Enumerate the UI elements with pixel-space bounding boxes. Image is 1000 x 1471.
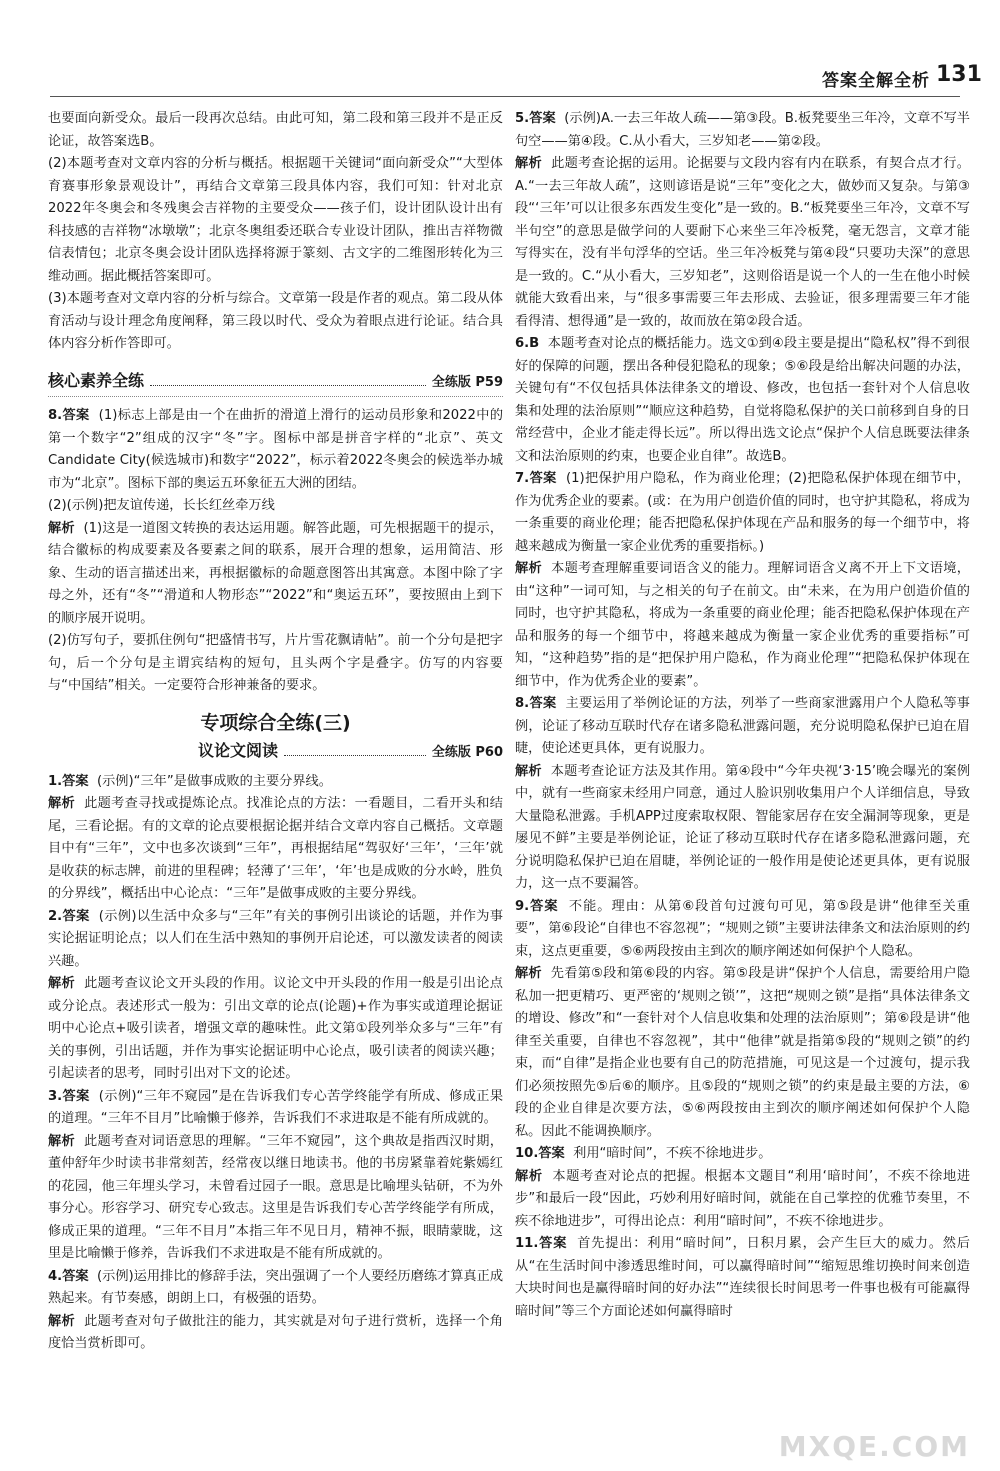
answer-text: 主要运用了举例论证的方法，列举了一些商家泄露用户个人隐私等事例，论证了移动互联时代存在诸多隐私泄露问题，充分说明隐私保护已迫在眉睫，使论述更具体，更有说服力。: [515, 696, 970, 756]
analysis-label: 解析: [48, 796, 76, 811]
dotted-leader: [150, 385, 426, 386]
answer-item-7: [515, 468, 970, 693]
answer-text: 首先提出：利用“暗时间”，日积月累，会产生巨大的威力。然后从“在生活时间中渗透思维时间，可以赢得暗时间”“缩短思维切换时间来创造大块时间也是赢得暗时间的好办法”“连续很长时间思考一件事也极有可能赢得暗时间”等三个方面论述如何赢得暗时: [515, 1236, 970, 1319]
analysis-text: (2)仿写句子，要抓住例句“把盛情书写，片片雪花飘请帖”。前一个分句是把字句，后一个分句是主谓宾结构的短句，且头两个字是叠字。仿写的内容要与“中国结”相关。一定要符合形神兼备的要求。: [48, 633, 503, 693]
answer-item-1: [48, 771, 503, 906]
dotted-leader: [284, 755, 426, 756]
page-header: [0, 0, 1000, 100]
analysis-label: 解析: [515, 966, 542, 981]
answer-item-5: [515, 108, 970, 333]
answer-text: (示例)“三年”是做事成败的主要分界线。: [96, 773, 332, 789]
answer-label: 8.答案: [48, 408, 90, 423]
analysis-label: 解析: [48, 1133, 75, 1149]
right-column: [515, 108, 970, 1448]
answer-text: 利用“暗时间”，不疾不徐地进步。: [573, 1146, 772, 1161]
intro-paragraph: (2)本题考查对文章内容的分析与概括。根据题干关键词“面向新受众”“大型体育赛事形象景观设计”，再结合文章第三段具体内容，我们可知：针对北京2022年冬奥会和冬残奥会吉祥物的主要受众——孩子们，设计团队设计出有科技感的吉祥物“冰墩墩”；北京冬奥组委还联合专业设计团队，推出吉祥物微信表情包；北京冬奥会设计团队选择将源于篆刻、古文字的二维图形转化为三维动画。据此概括答案即可。: [48, 156, 503, 284]
answer-item-8: [48, 405, 503, 698]
answer-item-4: [48, 1266, 503, 1356]
analysis-text: (1)这是一道图文转换的表达运用题。解答此题，可先根据题干的提示，结合徽标的构成要素及各要素之间的联系，展开合理的想象，运用简洁、形象、生动的语言描述出来，再根据徽标的命题意图答出其寓意。本图中除了字母之外，还有“冬”“滑道和人物形态”“2022”和“奥运五环”，要按照由上到下的顺序展开说明。: [48, 520, 503, 626]
answer-item-9: [515, 896, 970, 1144]
answer-item-6: [515, 333, 970, 468]
analysis-label: 解析: [515, 561, 543, 576]
answer-label: 10.答案: [515, 1146, 565, 1161]
answer-text: (1)标志上部是由一个在曲折的滑道上滑行的运动员形象和2022中的第一个数字“2”组成的汉字“冬”字。图标中部是拼音字样的“北京”、英文 Candidate City(候选城市)和数字“2022”，标示着2022冬奥会的候选举办城市为“北京”。图标下部的奥运五环象征五大洲的团结。: [48, 408, 503, 491]
section-title: 议论文阅读: [198, 741, 279, 760]
analysis-text: 此题考查对句子做批注的能力，其实就是对句子进行赏析，选择一个角度恰当赏析即可。: [48, 1313, 503, 1351]
answer-text: (示例)运用排比的修辞手法，突出强调了一个人要经历磨练才算真正成熟起来。有节奏感，朗朗上口，有极强的语势。: [48, 1268, 503, 1306]
intro-paragraph: 也要面向新受众。最后一段再次总结。由此可知，第二段和第三段并不是正反论证，故答案选B。: [48, 111, 503, 149]
answer-item-11: [515, 1233, 970, 1323]
site-watermark: MXQE.COM: [778, 1430, 970, 1463]
answer-text: (2)(示例)把友谊传递，长长红丝牵万线: [48, 498, 275, 513]
analysis-label: 解析: [515, 1168, 543, 1184]
analysis-label: 解析: [48, 976, 76, 991]
answer-item-8b: [515, 693, 970, 896]
answer-label: 2.答案: [48, 908, 90, 924]
answer-label: 6.B: [515, 336, 540, 351]
analysis-text: 此题考查议论文开头段的作用。议论文中开头段的作用一般是引出论点或分论点。表述形式一般为：引出文章的论点(论题)+作为事实或道理论据证明中心论点+吸引读者，增强文章的趣味性。此文第①段列举众多与“三年”有关的事例，引出话题，并作为事实论据证明中心论点，吸引读者的阅读兴趣；引起读者的思考，同时引出对下文的论述。: [48, 976, 503, 1081]
analysis-text: 此题考查对词语意思的理解。“三年不窥园”，这个典故是指西汉时期，董仲舒年少时读书非常刻苦，经常夜以继日地读书。他的书房紧靠着姹紫嫣红的花园，他三年埋头学习，未曾看过园子一眼。意思是比喻埋头钻研，不为外事分心。形容学习、研究专心致志。这里是告诉我们专心苦学终能学有所成，修成正果的道理。“三年不目月”本指三年不见日月，精神不振，眼睛蒙眬，这里是比喻懒于修养，告诉我们不求进取是不能有所成就的。: [48, 1133, 503, 1261]
section-page-ref: 全练版 P60: [431, 745, 503, 760]
answer-label: 8.答案: [515, 696, 557, 711]
answer-label: 11.答案: [515, 1236, 568, 1251]
answer-text: (示例)以生活中众多与“三年”有关的事例引出谈论的话题，并作为事实论据证明论点；以人们在生活中熟知的事例开启论述，可以激发读者的阅读兴趣。: [48, 908, 503, 969]
answer-text: (1)把保护用户隐私，作为商业伦理；(2)把隐私保护体现在细节中，作为优秀企业的要素。(或：在为用户创造价值的同时，也守护其隐私，将成为一条重要的商业伦理；能否把隐私保护体现在产品和服务的每一个细节中，将越来越成为衡量一家企业优秀的重要指标。): [515, 471, 970, 554]
answer-item-3: [48, 1086, 503, 1266]
answer-label: 5.答案: [515, 111, 556, 126]
section-title-special: 专项综合全练(三): [200, 711, 351, 734]
answer-item-2: [48, 906, 503, 1086]
answer-item-10: [515, 1143, 970, 1233]
analysis-label: 解析: [48, 1313, 76, 1329]
answer-text: 不能。理由：从第⑥段首句过渡句可见，第⑤段是讲“他律至关重要”，第⑥段论“自律也不容忽视”；“规则之锁”主要讲法律条文和法治原则的约束，这点更重要，⑤⑥两段按由主到次的顺序阐述如何保护个人隐私。: [515, 898, 970, 959]
analysis-text: 本题考查对论点的概括能力。选文①到④段主要是提出“隐私权”得不到很好的保障的问题，摆出各种侵犯隐私的现象；⑤⑥段是给出解决问题的办法，关键句有“不仅包括具体法律条文的增设、修改，也包括一套针对个人信息收集和处理的法治原则”“顺应这种趋势，自觉将隐私保护的关口前移到自身的日常经营中，企业才能走得长远”。所以得出选文论点“保护个人信息既要法律条文和法治原则的约束，也要企业自律”。故选B。: [515, 336, 970, 464]
header-rule: [50, 96, 960, 97]
intro-paragraph: (3)本题考查对文章内容的分析与综合。文章第一段是作者的观点。第二段从体育活动与设计理念角度阐释，第三段以时代、受众为着眼点进行论证。结合具体内容分析作答即可。: [48, 291, 503, 351]
analysis-label: 解析: [48, 520, 75, 536]
analysis-text: 本题考查对论点的把握。根据本文题目“利用‘暗时间’，不疾不徐地进步”和最后一段“因此，巧妙利用好暗时间，就能在自己掌控的优雅节奏里，不疾不徐地进步”，可得出论点：利用“暗时间”，不疾不徐地进步。: [515, 1168, 970, 1229]
analysis-text: 此题考查寻找或提炼论点。找准论点的方法：一看题目，二看开头和结尾，三看论据。有的文章的论点要根据论据并结合文章内容自己概括。文章题目中有“三年”，文中也多次谈到“三年”，再根据结尾“驾驭好‘三年’，‘三年’就是收获的标志牌，前进的里程碑；轻薄了‘三年’，‘年’也是成败的分水岭，胜负的分界线”，概括出中心论点：“三年”是做事成败的主要分界线。: [48, 796, 503, 901]
section-heading-core: [48, 370, 503, 398]
answer-label: 7.答案: [515, 471, 557, 486]
answer-text: (示例)“三年不窥园”是在告诉我们专心苦学终能学有所成、修成正果的道理。“三年不目月”比喻懒于修养，告诉我们不求进取是不能有所成就的。: [48, 1088, 503, 1126]
analysis-label: 解析: [515, 763, 542, 779]
answer-label: 1.答案: [48, 773, 89, 789]
section-title: 核心素养全练: [48, 370, 145, 390]
analysis-label: 解析: [515, 156, 543, 171]
section-heading-argument: [48, 740, 503, 765]
section-page-ref: 全练版 P59: [431, 374, 503, 390]
answer-label: 3.答案: [48, 1088, 90, 1104]
analysis-text: 此题考查论据的运用。论据要与文段内容有内在联系，有契合点才行。A.“一去三年故人疏”，这则谚语是说“三年”变化之大，做妙而又复杂。与第③段“‘三年’可以让很多东西发生变化”是一致的。B.“板凳要坐三年冷，文章不写半句空”的意思是做学问的人要耐下心来坐三年冷板凳，毫无怨言，文章才能写得实在，没有半句浮华的空话。坐三年冷板凳与第④段“只要功夫深”的意思是一致的。C.“从小看大，三岁知老”，这则俗语是说一个人的一生在他小时候就能大致看出来，与“很多事需要三年去形成、去验证，很多理需要三年才能看得清、想得通”是一致的，故而放在第②段合适。: [515, 156, 970, 329]
page-header-title: 答案全解全析: [822, 71, 930, 91]
left-column: [48, 108, 503, 1448]
answer-label: 9.答案: [515, 898, 559, 914]
analysis-text: 本题考查理解重要词语含义的能力。理解词语含义离不开上下文语境，由“这种”一词可知，与之相关的句子在前文。由“未来，在为用户创造价值的同时，也守护其隐私，将成为一条重要的商业伦理；能否把隐私保护体现在产品和服务的每一个细节中，将越来越成为衡量一家企业优秀的重要指标”可知，“这种趋势”指的是“把保护用户隐私，作为商业伦理”“把隐私保护体现在细节中，作为优秀企业的要素”。: [515, 561, 970, 689]
answer-label: 4.答案: [48, 1268, 89, 1284]
analysis-text: 先看第⑤段和第⑥段的内容。第⑤段是讲“保护个人信息，需要给用户隐私加一把更精巧、更严密的‘规则之锁’”，这把“规则之锁”是指“具体法律条文的增设、修改”和“一套针对个人信息收集和处理的法治原则”；第⑥段是讲“他律至关重要，自律也不容忽视”，其中“他律”就是指第⑤段的“规则之锁”的约束，而“自律”是指企业也要有自己的防范措施，可见这是一个过渡句，提示我们必须按照先⑤后⑥的顺序。且⑤段的“规则之锁”的约束是最主要的方法，⑥段的企业自律是次要方法，⑤⑥两段按由主到次的顺序阐述如何保护个人隐私。因此不能调换顺序。: [515, 966, 970, 1139]
page-number: 131: [936, 62, 982, 87]
analysis-text: 本题考查论证方法及其作用。第④段中“今年央视‘3·15’晚会曝光的案例中，就有一些商家未经用户同意，通过人脸识别收集用户个人详细信息，导致大量隐私泄露。手机APP过度索取权限、智能家居存在安全漏洞等现象，更是屡见不鲜”主要是举例论证，论证了移动互联时代存在诸多隐私泄露问题，充分说明隐私保护已迫在眉睫，举例论证的一般作用是使论述更具体，更有说服力，这一点不要漏答。: [515, 763, 970, 891]
answer-text: (示例)A.一去三年故人疏——第③段。B.板凳要坐三年冷，文章不写半句空——第④段。C.从小看大，三岁知老——第②段。: [515, 111, 970, 149]
